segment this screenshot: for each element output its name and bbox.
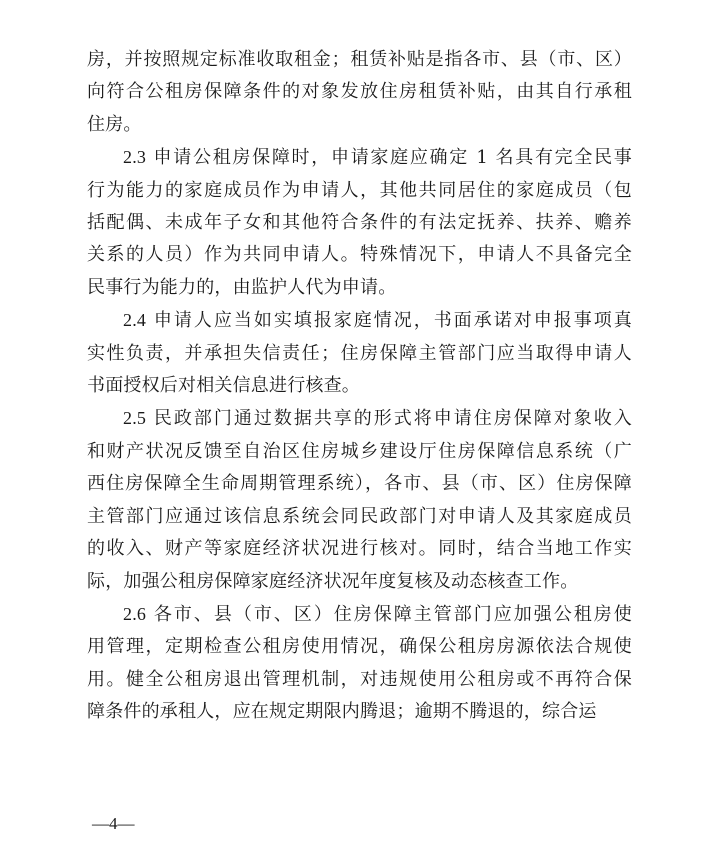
line-text: 申请公租房保障时，申请家庭应确定 1 名具有完全民事 bbox=[146, 147, 632, 169]
line-text: 申请人应当如实填报家庭情况，书面承诺对申报事项真 bbox=[146, 310, 632, 332]
section-number: 2.3 bbox=[123, 147, 147, 168]
paragraph-line bbox=[87, 175, 632, 207]
line-text: 各市、县（市、区）住房保障主管部门应加强公租房使 bbox=[146, 603, 632, 625]
paragraph-line bbox=[87, 109, 632, 141]
line-text: 向符合公租房保障条件的对象发放住房租赁补贴，由其自行承租 bbox=[87, 81, 632, 103]
paragraph-line bbox=[87, 598, 632, 631]
line-text: 括配偶、未成年子女和其他符合条件的有法定抚养、扶养、赡养 bbox=[87, 212, 632, 234]
line-text: 西住房保障全生命周期管理系统），各市、县（市、区）住房保障 bbox=[87, 473, 632, 495]
paragraph-line bbox=[87, 304, 632, 337]
paragraph-line bbox=[87, 631, 632, 663]
section-number: 2.4 bbox=[123, 310, 147, 331]
paragraph-line bbox=[87, 468, 632, 500]
line-text: 书面授权后对相关信息进行核查。 bbox=[87, 375, 360, 397]
line-text: 主管部门应通过该信息系统会同民政部门对申请人及其家庭成员 bbox=[87, 505, 632, 527]
line-text: 实性负责，并承担失信责任；住房保障主管部门应当取得申请人 bbox=[87, 342, 632, 364]
paragraph-line bbox=[87, 566, 632, 598]
paragraph-p-2-4 bbox=[87, 304, 632, 402]
line-text: 的收入、财产等家庭经济状况进行核对。同时，结合当地工作实 bbox=[87, 538, 632, 560]
line-text: 房，并按照规定标准收取租金；租赁补贴是指各市、县（市、区） bbox=[87, 49, 632, 70]
paragraph-line bbox=[87, 436, 632, 468]
paragraph-line bbox=[87, 338, 632, 370]
paragraph-p-continued bbox=[87, 44, 632, 141]
paragraph-line bbox=[87, 272, 632, 304]
paragraph-line bbox=[87, 664, 632, 696]
section-number: 2.6 bbox=[123, 603, 147, 624]
paragraph-p-2-6 bbox=[87, 598, 632, 729]
paragraph-p-2-3 bbox=[87, 141, 632, 304]
line-text: 障条件的承租人，应在规定期限内腾退；逾期不腾退的，综合运 bbox=[87, 701, 597, 723]
paragraph-line bbox=[87, 501, 632, 533]
paragraph-line bbox=[87, 402, 632, 435]
line-text: 用。健全公租房退出管理机制，对违规使用公租房或不再符合保 bbox=[87, 668, 632, 690]
line-text: 民事行为能力的，由监护人代为申请。 bbox=[87, 276, 397, 298]
paragraph-line bbox=[87, 207, 632, 239]
line-text: 住房。 bbox=[87, 113, 142, 135]
line-text: 和财产状况反馈至自治区住房城乡建设厅住房保障信息系统（广 bbox=[87, 440, 632, 462]
line-text: 用管理，定期检查公租房使用情况，确保公租房房源依法合规使 bbox=[87, 636, 632, 658]
line-text: 关系的人员）作为共同申请人。特殊情况下，申请人不具备完全 bbox=[87, 244, 632, 266]
document-body bbox=[87, 44, 632, 729]
line-text: 民政部门通过数据共享的形式将申请住房保障对象收入 bbox=[146, 408, 632, 430]
paragraph-line bbox=[87, 76, 632, 108]
paragraph-line bbox=[87, 696, 632, 728]
line-text: 际，加强公租房保障家庭经济状况年度复核及动态核查工作。 bbox=[87, 570, 579, 592]
paragraph-p-2-5 bbox=[87, 402, 632, 597]
section-number: 2.5 bbox=[123, 408, 147, 429]
paragraph-line bbox=[87, 141, 632, 174]
paragraph-line bbox=[87, 239, 632, 271]
paragraph-line bbox=[87, 370, 632, 402]
line-text: 行为能力的家庭成员作为申请人，其他共同居住的家庭成员（包 bbox=[87, 179, 632, 201]
paragraph-line bbox=[87, 44, 632, 76]
page-number: —4— bbox=[92, 814, 135, 833]
paragraph-line bbox=[87, 533, 632, 565]
